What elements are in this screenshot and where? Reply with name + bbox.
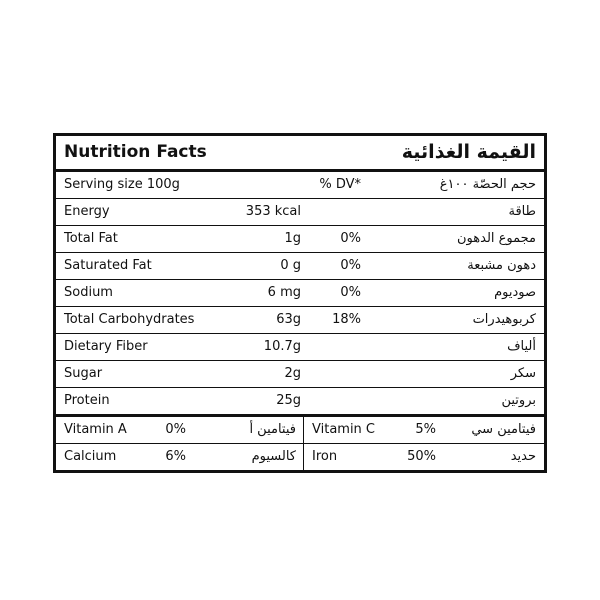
- nutrient-amount: 2g: [284, 366, 301, 381]
- nutrition-facts-label: [53, 133, 547, 473]
- nutrient-amount: 10.7g: [263, 339, 301, 354]
- vitamin-name-arabic: فيتامين أ: [249, 422, 296, 437]
- vitamin-row-calcium-iron: [56, 444, 544, 470]
- nutrient-row-dietary-fiber: [56, 334, 544, 361]
- nutrient-daily-value: 0%: [340, 231, 361, 246]
- nutrient-name: Total Carbohydrates: [64, 312, 195, 327]
- nutrient-row-carbohydrates: [56, 307, 544, 334]
- nutrient-amount: 25g: [276, 393, 301, 408]
- nutrient-name-arabic: سكر: [510, 366, 536, 381]
- nutrient-name-arabic: مجموع الدهون: [457, 231, 536, 246]
- nutrient-daily-value: 18%: [332, 312, 361, 327]
- nutrient-name: Energy: [64, 204, 110, 219]
- vitamin-name: Vitamin A: [64, 422, 127, 437]
- nutrient-amount: 0 g: [280, 258, 301, 273]
- nutrient-amount: 63g: [276, 312, 301, 327]
- nutrient-name-arabic: دهون مشبعة: [467, 258, 536, 273]
- nutrient-amount: 6 mg: [267, 285, 301, 300]
- nutrient-daily-value: 0%: [340, 258, 361, 273]
- nutrient-name: Sugar: [64, 366, 103, 381]
- vitamin-name-arabic: فيتامين سي: [471, 422, 536, 437]
- nutrient-name-arabic: ألياف: [507, 339, 536, 354]
- nutrient-amount: 353 kcal: [245, 204, 301, 219]
- serving-size-english: Serving size 100g: [64, 177, 180, 192]
- nutrient-amount: 1g: [284, 231, 301, 246]
- vitamin-name: Vitamin C: [312, 422, 376, 437]
- column-divider: [303, 417, 304, 443]
- nutrient-name: Total Fat: [64, 231, 118, 246]
- mineral-percent: 50%: [407, 449, 436, 464]
- title-arabic: القيمة الغذائية: [401, 141, 536, 163]
- nutrient-row-sugar: [56, 361, 544, 388]
- mineral-name-arabic: كالسيوم: [251, 449, 296, 464]
- label-header: [56, 136, 544, 172]
- vitamin-percent: 5%: [415, 422, 436, 437]
- mineral-name: Iron: [312, 449, 338, 464]
- nutrient-name: Protein: [64, 393, 110, 408]
- nutrient-row-energy: [56, 199, 544, 226]
- column-divider: [303, 444, 304, 470]
- nutrient-row-sodium: [56, 280, 544, 307]
- mineral-name-arabic: حديد: [510, 449, 536, 464]
- nutrient-name: Dietary Fiber: [64, 339, 148, 354]
- nutrient-name: Sodium: [64, 285, 113, 300]
- nutrient-name-arabic: بروتين: [501, 393, 536, 408]
- nutrient-name-arabic: كربوهيدرات: [472, 312, 536, 327]
- mineral-percent: 6%: [165, 449, 186, 464]
- nutrient-row-total-fat: [56, 226, 544, 253]
- serving-size-row: [56, 172, 544, 199]
- vitamin-row-a-c: [56, 417, 544, 444]
- nutrient-daily-value: 0%: [340, 285, 361, 300]
- nutrient-name-arabic: صوديوم: [494, 285, 536, 300]
- mineral-name: Calcium: [64, 449, 117, 464]
- nutrient-name: Saturated Fat: [64, 258, 152, 273]
- nutrient-row-saturated-fat: [56, 253, 544, 280]
- serving-size-arabic: حجم الحصّة ١٠٠غ: [439, 177, 536, 192]
- nutrient-name-arabic: طاقة: [508, 204, 536, 219]
- nutrient-row-protein: [56, 388, 544, 417]
- title-english: Nutrition Facts: [64, 142, 207, 162]
- vitamin-percent: 0%: [165, 422, 186, 437]
- daily-value-header: % DV*: [319, 177, 361, 192]
